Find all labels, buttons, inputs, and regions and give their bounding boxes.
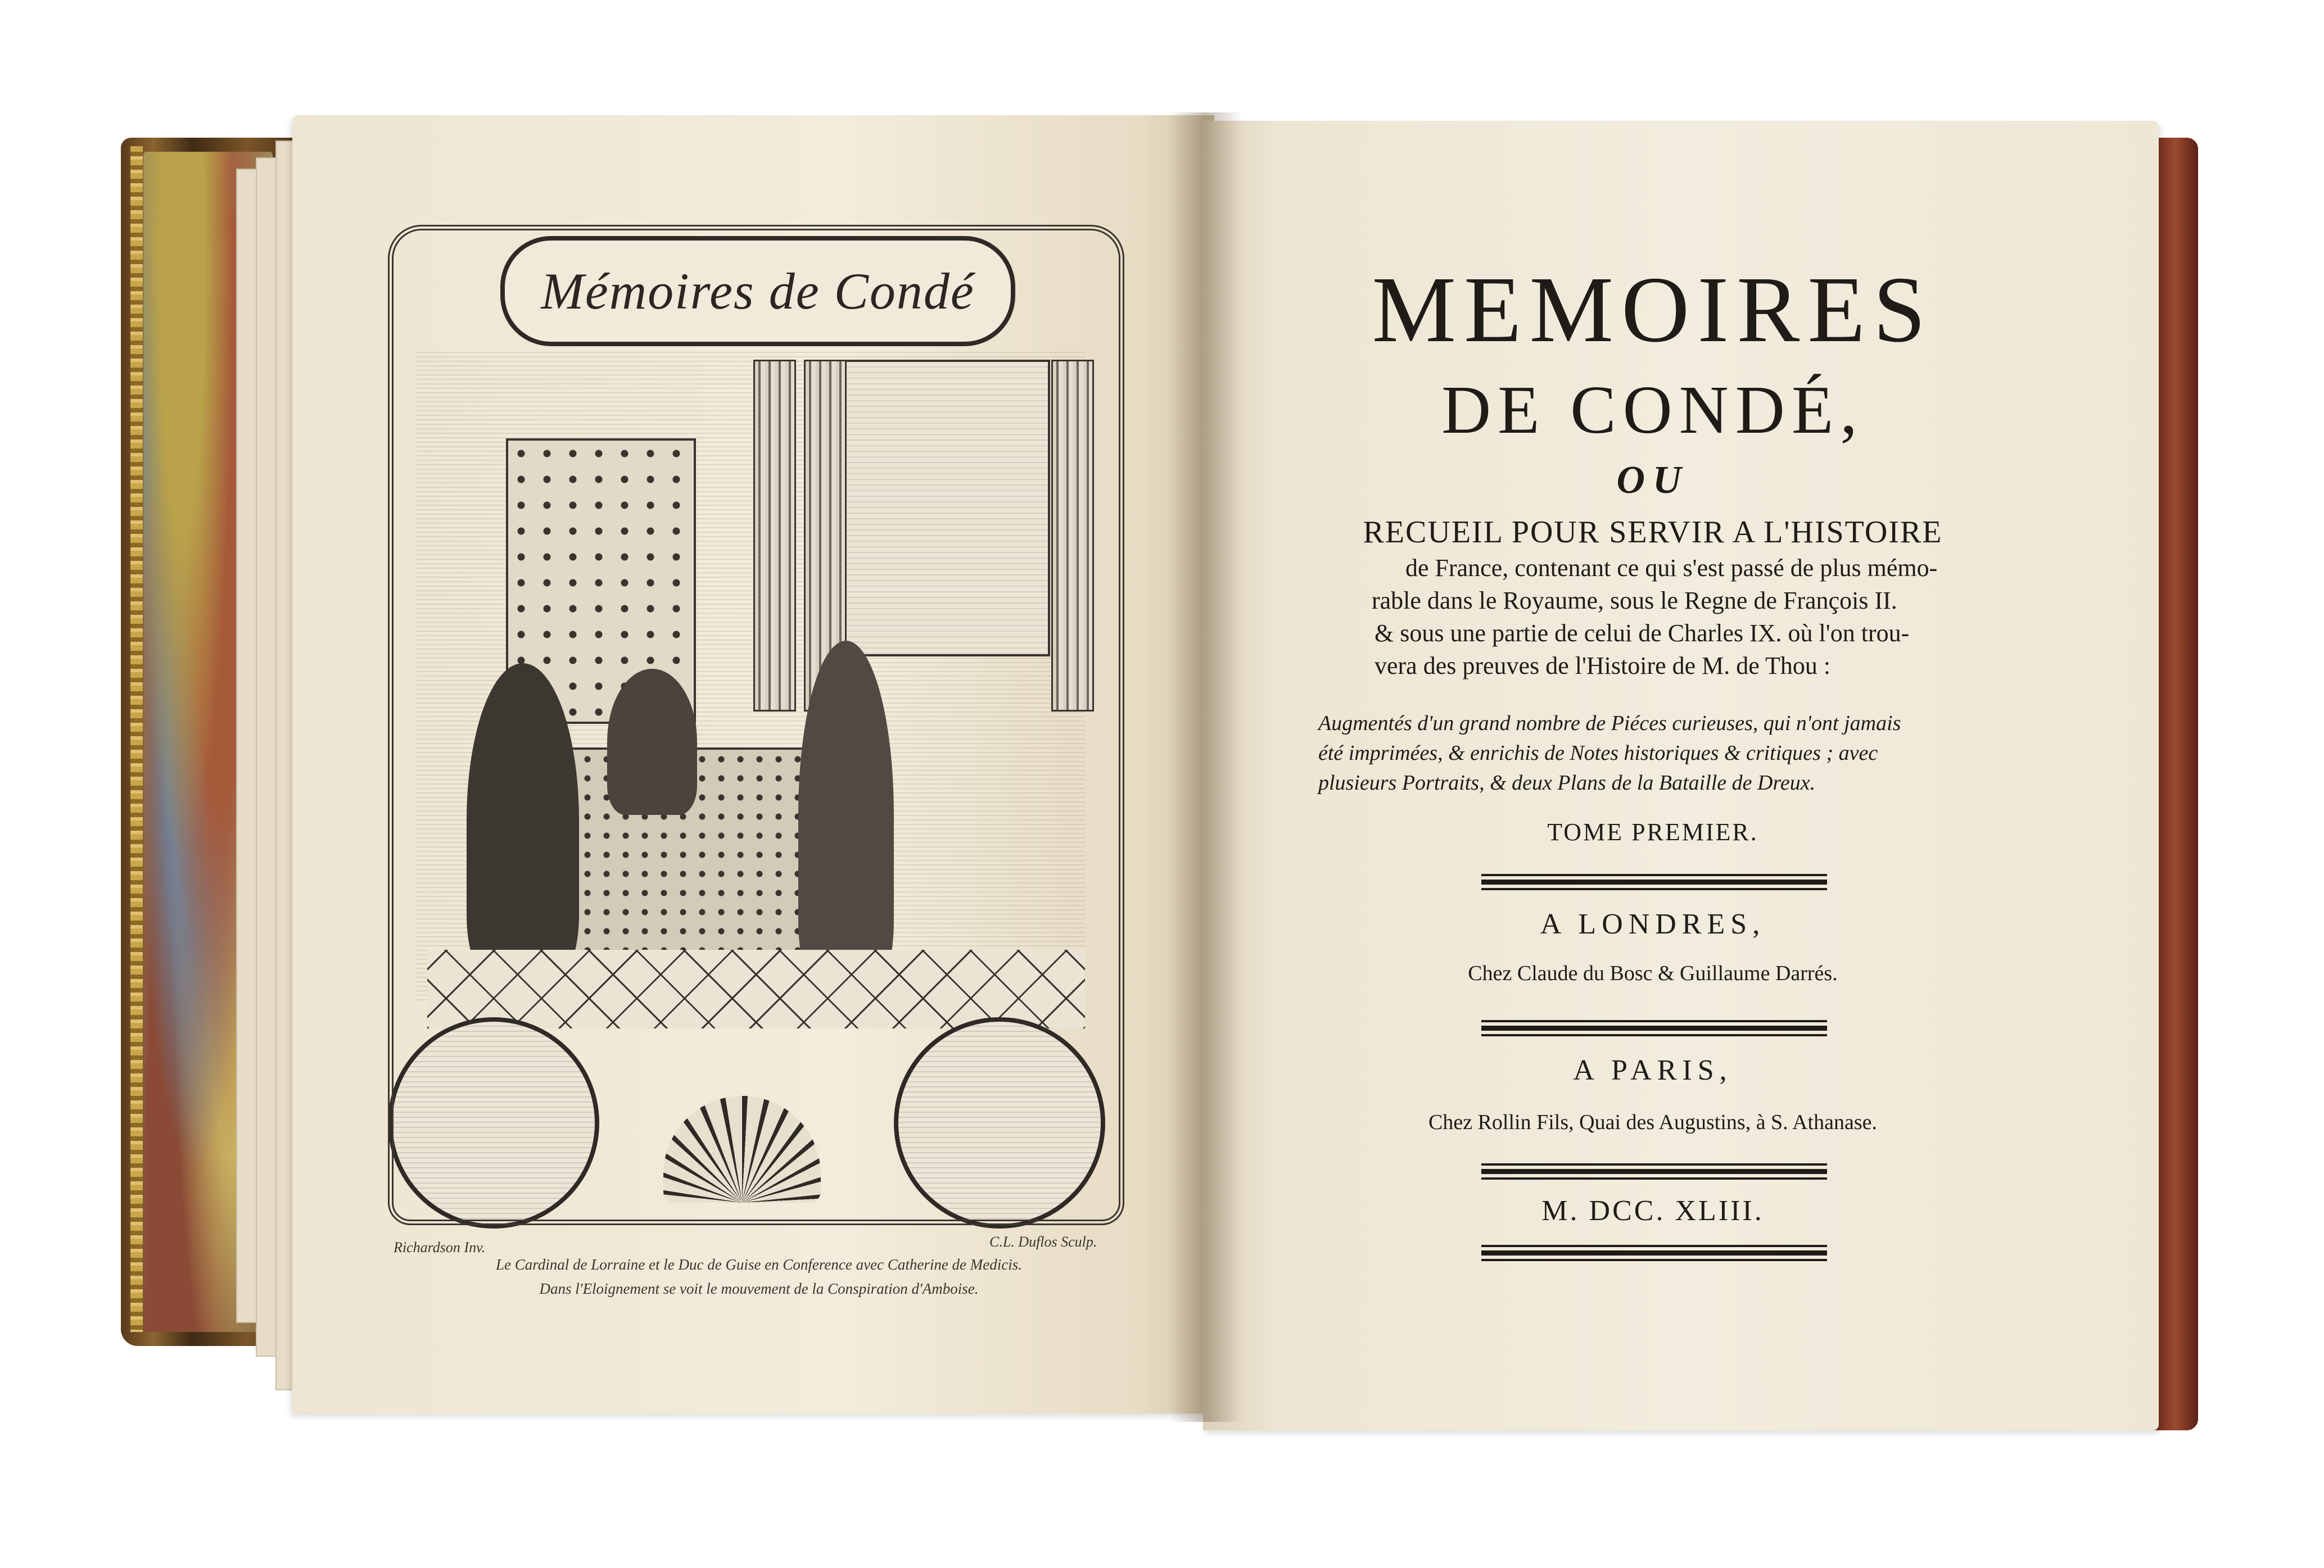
subtitle-line: rable dans le Royaume, sous le Regne de François II. (1372, 587, 1897, 614)
imprint-date: M. DCC. XLIII. (1541, 1195, 1764, 1227)
place-london: A LONDRES, (1540, 908, 1766, 940)
rule-top (1481, 1163, 1827, 1166)
engraving-caption-line1: Le Cardinal de Lorraine et le Duc de Guise en Conference avec Catherine de Medicis. (495, 1256, 1023, 1273)
book-right-cover (2153, 138, 2198, 1430)
subtitle-line: de France, contenant ce qui s'est passé de plus mémo- (1405, 554, 1938, 582)
artist-credit: Richardson Inv. (394, 1239, 486, 1256)
title-cartouche (500, 236, 1015, 346)
description-line: été imprimées, & enrichis de Notes historiques & critiques ; avec (1318, 741, 1878, 765)
rule-bottom (1481, 1034, 1827, 1036)
rule-bottom (1481, 1177, 1827, 1180)
rule-top (1481, 1020, 1827, 1022)
rule-bottom (1481, 1259, 1827, 1261)
place-paris: A PARIS, (1573, 1054, 1733, 1086)
rule-thick (1481, 1250, 1827, 1256)
title-line-1: MEMOIRES (1372, 257, 1934, 362)
description-line: Augmentés d'un grand nombre de Piéces curieuses, qui n'ont jamais (1318, 712, 1901, 735)
rule-top (1481, 874, 1827, 876)
volume-label: TOME PREMIER. (1547, 818, 1758, 846)
engraving-caption-line2: Dans l'Eloignement se voit le mouvement de la Conspiration d'Amboise. (539, 1280, 979, 1297)
rule-bottom (1481, 888, 1827, 890)
engraver-credit: C.L. Duflos Sculp. (989, 1234, 1097, 1250)
title-line-2: DE CONDÉ, (1441, 372, 1864, 448)
book-gutter (1169, 112, 1242, 1422)
publisher-london: Chez Claude du Bosc & Guillaume Darrés. (1468, 962, 1838, 985)
description-line: plusieurs Portraits, & deux Plans de la Bataille de Dreux. (1318, 771, 1816, 795)
title-ou: OU (1616, 459, 1689, 502)
rule-thick (1481, 1026, 1827, 1031)
gilt-spine-edge (130, 146, 143, 1332)
rule-top (1481, 1245, 1827, 1247)
rule-thick (1481, 880, 1827, 885)
publisher-paris: Chez Rollin Fils, Quai des Augustins, à S. Athanase. (1428, 1111, 1877, 1134)
rococo-frame (388, 225, 1124, 1225)
subtitle-line: vera des preuves de l'Histoire de M. de Thou : (1374, 652, 1831, 679)
subtitle-line: & sous une partie de celui de Charles IX. où l'on trou- (1374, 619, 1910, 647)
rule-thick (1481, 1169, 1827, 1174)
cartouche-title: Mémoires de Condé (541, 262, 975, 320)
subtitle-heading: RECUEIL POUR SERVIR A L'HISTOIRE (1363, 515, 1943, 550)
